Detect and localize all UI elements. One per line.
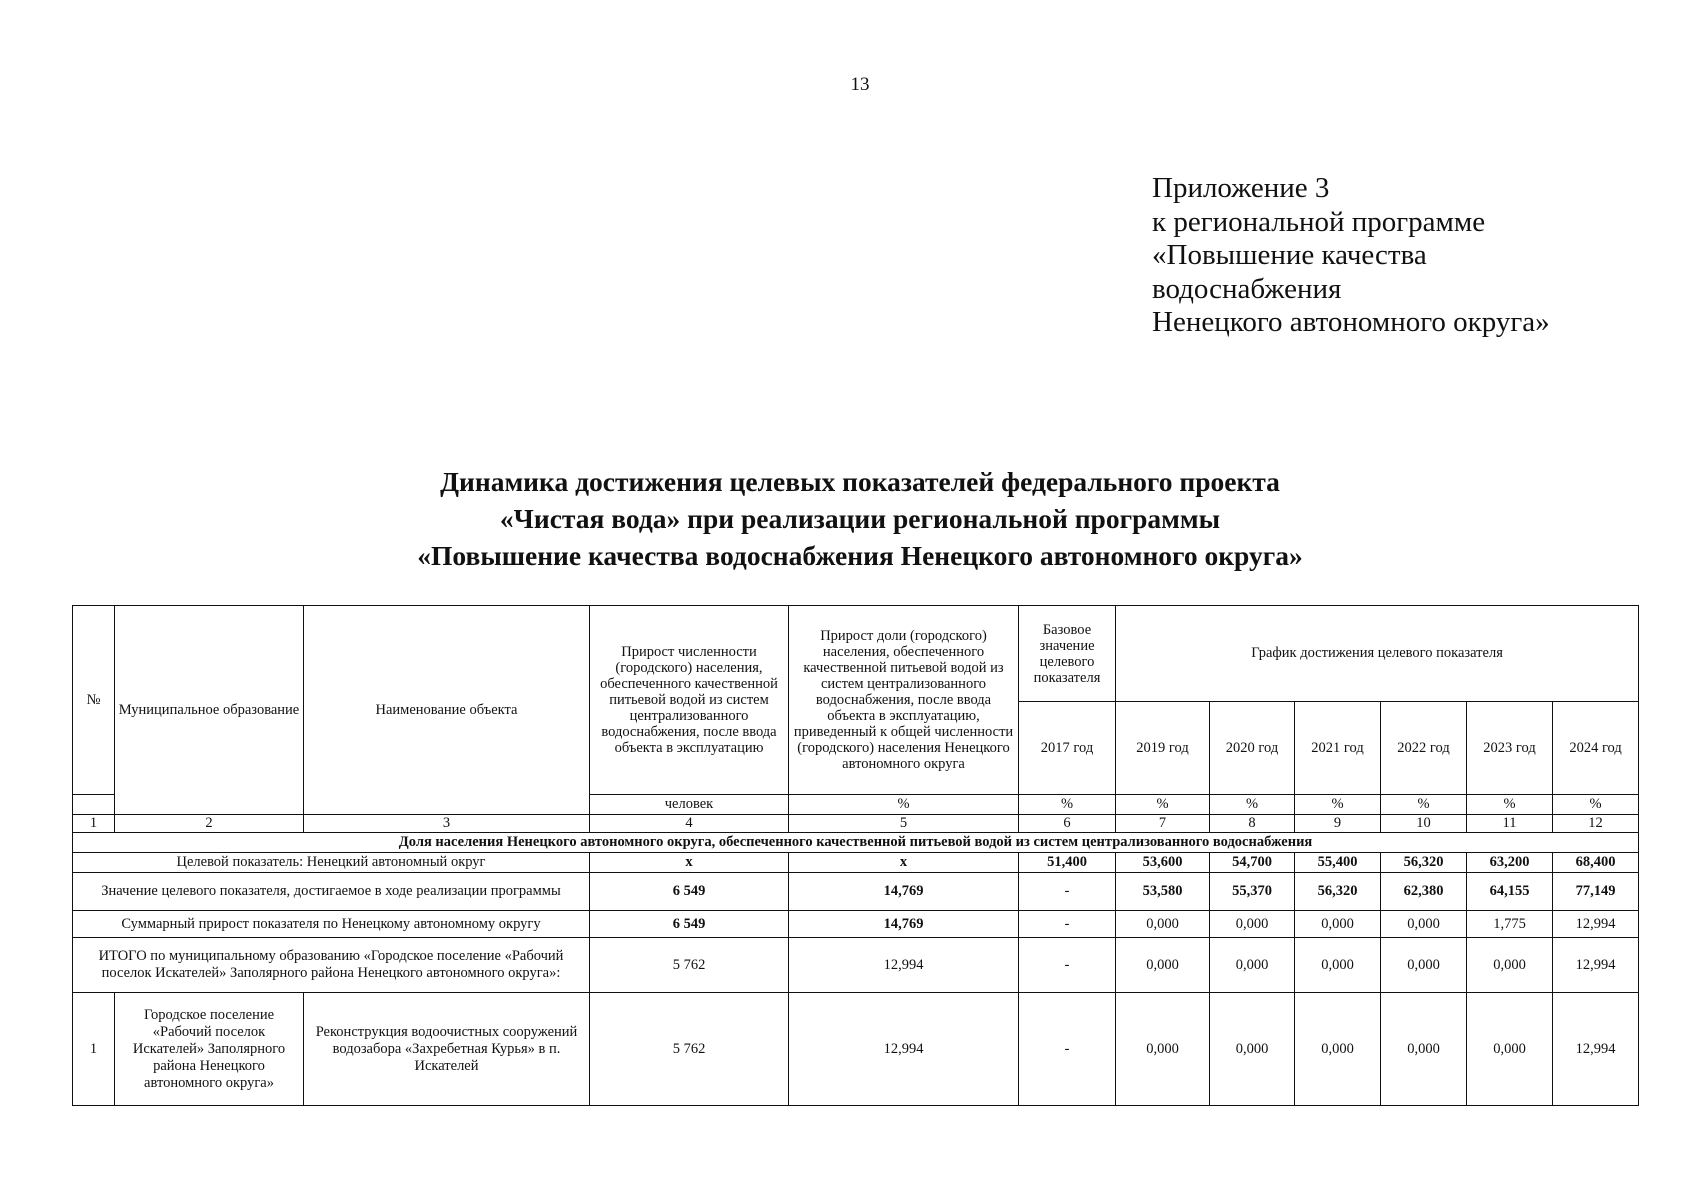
header-year: 2017 год	[1019, 702, 1116, 795]
share-cell: х	[789, 853, 1019, 873]
header-population-growth: Прирост численности (городского) населения, обеспеченного качественной питьевой водой из систем централизованного водоснабжения, после ввода объекта в эксплуатацию	[590, 606, 789, 795]
value-cell: 64,155	[1467, 873, 1553, 911]
share-cell: 14,769	[789, 911, 1019, 938]
title-line: «Чистая вода» при реализации региональной программы	[499, 503, 1221, 534]
value-cell: 55,400	[1295, 853, 1381, 873]
column-number: 5	[789, 815, 1019, 833]
value-cell: 0,000	[1210, 993, 1295, 1106]
value-cell: 0,000	[1381, 911, 1467, 938]
value-cell: 12,994	[1553, 938, 1639, 993]
value-cell: 63,200	[1467, 853, 1553, 873]
section-title: Доля населения Ненецкого автономного округа, обеспеченного качественной питьевой водой из систем централизованного водоснабжения	[73, 833, 1639, 853]
population-cell: 5 762	[590, 993, 789, 1106]
unit-cell: %	[1381, 795, 1467, 815]
unit-cell: %	[1295, 795, 1381, 815]
page-number: 13	[850, 74, 870, 95]
value-cell: 51,400	[1019, 853, 1116, 873]
table-row	[73, 853, 1639, 873]
header-municipality: Муниципальное образование	[115, 606, 304, 815]
value-cell: 0,000	[1210, 911, 1295, 938]
header-year: 2024 год	[1553, 702, 1639, 795]
column-number: 4	[590, 815, 789, 833]
value-cell: -	[1019, 938, 1116, 993]
value-cell: 0,000	[1116, 911, 1210, 938]
header-year: 2023 год	[1467, 702, 1553, 795]
column-number: 12	[1553, 815, 1639, 833]
share-cell: 12,994	[789, 938, 1019, 993]
row-label: Значение целевого показателя, достигаемое в ходе реализации программы	[73, 873, 590, 911]
header-year: 2020 год	[1210, 702, 1295, 795]
header-share-growth: Прирост доли (городского) населения, обеспеченного качественной питьевой водой из систем централизованного водоснабжения, после ввода объекта в эксплуатацию, приведенный к общей численности (городского) населения Ненецкого автономного округа	[789, 606, 1019, 795]
value-cell: 0,000	[1381, 938, 1467, 993]
value-cell: 53,580	[1116, 873, 1210, 911]
value-cell: 55,370	[1210, 873, 1295, 911]
title-line: Динамика достижения целевых показателей федерального проекта	[440, 466, 1280, 497]
column-number: 1	[73, 815, 115, 833]
municipality-cell: Городское поселение «Рабочий поселок Искателей» Заполярного района Ненецкого автономного округа»	[115, 993, 304, 1106]
column-number: 6	[1019, 815, 1116, 833]
value-cell: 0,000	[1467, 938, 1553, 993]
value-cell: 77,149	[1553, 873, 1639, 911]
table-row	[73, 938, 1639, 993]
value-cell: 1,775	[1467, 911, 1553, 938]
population-cell: 5 762	[590, 938, 789, 993]
value-cell: 53,600	[1116, 853, 1210, 873]
column-number: 11	[1467, 815, 1553, 833]
row-label: Суммарный прирост показателя по Ненецкому автономному округу	[73, 911, 590, 938]
share-cell: 14,769	[789, 873, 1019, 911]
header-base-value: Базовое значение целевого показателя	[1019, 606, 1116, 702]
row-label: Целевой показатель: Ненецкий автономный округ	[73, 853, 590, 873]
header-year: 2019 год	[1116, 702, 1210, 795]
unit-cell: %	[1467, 795, 1553, 815]
value-cell: 68,400	[1553, 853, 1639, 873]
value-cell: -	[1019, 993, 1116, 1106]
header-object: Наименование объекта	[304, 606, 590, 815]
value-cell: -	[1019, 911, 1116, 938]
population-cell: 6 549	[590, 873, 789, 911]
value-cell: 54,700	[1210, 853, 1295, 873]
header-num: №	[73, 606, 115, 795]
row-number: 1	[73, 993, 115, 1106]
value-cell: 0,000	[1381, 993, 1467, 1106]
table-row	[73, 911, 1639, 938]
column-number: 7	[1116, 815, 1210, 833]
value-cell: 56,320	[1381, 853, 1467, 873]
value-cell: 62,380	[1381, 873, 1467, 911]
column-number: 3	[304, 815, 590, 833]
unit-cell: %	[1553, 795, 1639, 815]
column-number: 10	[1381, 815, 1467, 833]
header-year: 2022 год	[1381, 702, 1467, 795]
unit-cell-empty	[73, 795, 115, 815]
value-cell: 12,994	[1553, 993, 1639, 1106]
object-name-cell: Реконструкция водоочистных сооружений водозабора «Захребетная Курья» в п. Искателей	[304, 993, 590, 1106]
value-cell: 0,000	[1295, 993, 1381, 1106]
column-number: 2	[115, 815, 304, 833]
value-cell: 0,000	[1295, 938, 1381, 993]
value-cell: 12,994	[1553, 911, 1639, 938]
unit-cell: %	[789, 795, 1019, 815]
value-cell: 0,000	[1116, 993, 1210, 1106]
unit-cell: %	[1019, 795, 1116, 815]
appendix-line: «Повышение качества	[1152, 239, 1427, 271]
population-cell: х	[590, 853, 789, 873]
appendix-heading	[1152, 172, 1550, 340]
unit-cell: %	[1210, 795, 1295, 815]
value-cell: 0,000	[1210, 938, 1295, 993]
indicators-table	[72, 605, 1639, 1106]
row-label: ИТОГО по муниципальному образованию «Городское поселение «Рабочий поселок Искателей» Заполярного района Ненецкого автономного округа»:	[73, 938, 590, 993]
value-cell: -	[1019, 873, 1116, 911]
value-cell: 0,000	[1467, 993, 1553, 1106]
population-cell: 6 549	[590, 911, 789, 938]
document-title	[0, 463, 1697, 574]
value-cell: 56,320	[1295, 873, 1381, 911]
table-row	[73, 993, 1639, 1106]
table-row	[73, 873, 1639, 911]
appendix-line: Приложение 3	[1152, 172, 1330, 204]
appendix-line: Ненецкого автономного округа»	[1152, 306, 1550, 338]
value-cell: 0,000	[1116, 938, 1210, 993]
value-cell: 0,000	[1295, 911, 1381, 938]
appendix-line: водоснабжения	[1152, 272, 1342, 305]
column-number: 8	[1210, 815, 1295, 833]
header-schedule: График достижения целевого показателя	[1116, 606, 1639, 702]
appendix-line: к региональной программе	[1152, 205, 1486, 238]
unit-cell: человек	[590, 795, 789, 815]
header-year: 2021 год	[1295, 702, 1381, 795]
title-line: «Повышение качества водоснабжения Ненецкого автономного округа»	[417, 540, 1303, 571]
column-number: 9	[1295, 815, 1381, 833]
share-cell: 12,994	[789, 993, 1019, 1106]
unit-cell: %	[1116, 795, 1210, 815]
